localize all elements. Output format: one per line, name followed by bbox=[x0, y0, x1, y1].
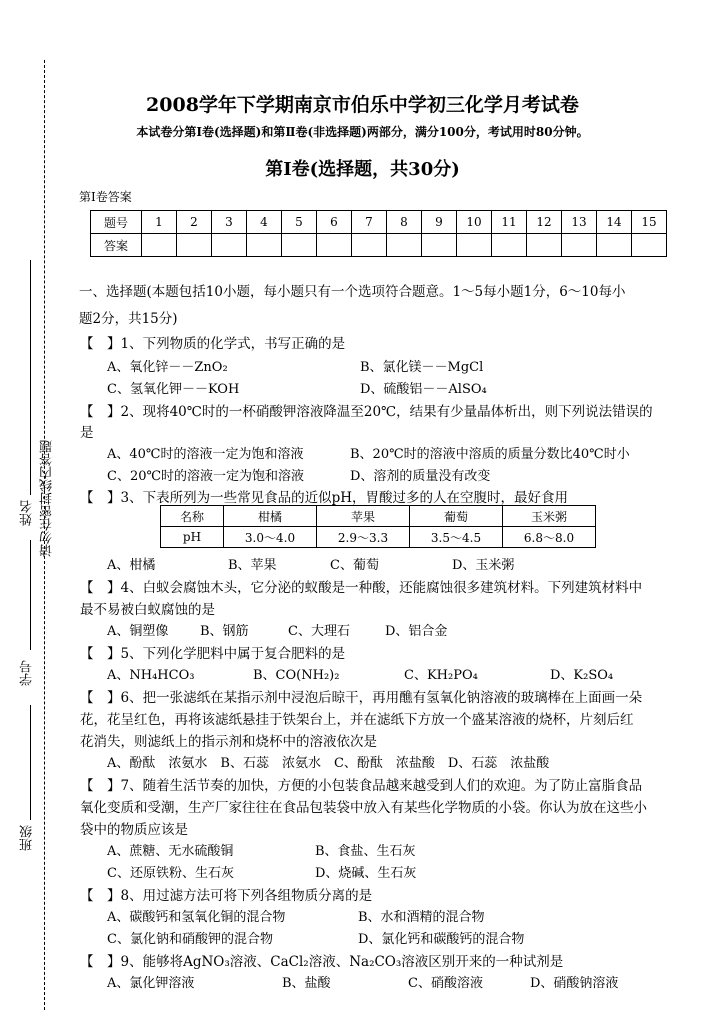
grid-number: 2 bbox=[177, 211, 212, 234]
grid-number: 10 bbox=[457, 211, 492, 234]
q1-stem: 【 】1、下列物质的化学式，书写正确的是 bbox=[80, 336, 346, 352]
answer-key-label: 第Ⅰ卷答案 bbox=[79, 190, 132, 204]
answer-cell[interactable] bbox=[387, 234, 422, 257]
ph-cell: pH bbox=[161, 527, 224, 548]
q5-option-a[interactable]: A、NH₄HCO₃ bbox=[107, 668, 195, 683]
class-label: 班级 bbox=[20, 825, 35, 851]
q6-stem-line2: 花，花呈红色，再将该滤纸悬挂于铁架台上，并在滤纸下方放一个盛某溶液的烧杯，片刻后红 bbox=[80, 712, 634, 728]
part1-heading-line1: 一、选择题(本题包括10小题，每小题只有一个选项符合题意。1～5每小题1分，6～10每小 bbox=[79, 284, 626, 300]
part1-heading-line2: 题2分，共15分) bbox=[79, 311, 178, 327]
q2-option-a[interactable]: A、40℃时的溶液一定为饱和溶液 bbox=[107, 447, 304, 462]
section-title: 第Ⅰ卷(选择题，共30分) bbox=[265, 159, 460, 180]
q5-stem: 【 】5、下列化学肥料中属于复合肥料的是 bbox=[80, 646, 346, 662]
grid-number: 4 bbox=[247, 211, 282, 234]
q9-option-a[interactable]: A、氯化钾溶液 bbox=[107, 976, 195, 991]
answer-cell[interactable] bbox=[282, 234, 317, 257]
answer-cell[interactable] bbox=[212, 234, 247, 257]
q3-option-a[interactable]: A、柑橘 bbox=[107, 558, 156, 573]
q1-option-d[interactable]: D、硫酸铝－－AlSO₄ bbox=[360, 382, 487, 397]
answer-cell[interactable] bbox=[352, 234, 387, 257]
name-underline bbox=[30, 260, 31, 495]
q2-stem-line2: 是 bbox=[80, 425, 94, 441]
q5-option-b[interactable]: B、CO(NH₂)₂ bbox=[253, 668, 340, 683]
q9-option-c[interactable]: C、硝酸溶液 bbox=[408, 976, 483, 991]
q1-option-a[interactable]: A、氧化锌－－ZnO₂ bbox=[107, 360, 228, 375]
q5-option-c[interactable]: C、KH₂PO₄ bbox=[404, 668, 478, 683]
ph-header-cell: 柑橘 bbox=[224, 506, 317, 527]
answer-cell[interactable] bbox=[492, 234, 527, 257]
q2-option-b[interactable]: B、20℃时的溶液中溶质的质量分数比40℃时小 bbox=[350, 447, 630, 462]
q4-option-d[interactable]: D、铝合金 bbox=[385, 624, 448, 639]
ph-table bbox=[160, 505, 596, 548]
q8-stem: 【 】8、用过滤方法可将下列各组物质分离的是 bbox=[80, 888, 373, 904]
q7-stem-line3: 袋中的物质应该是 bbox=[80, 822, 188, 838]
q7-option-b[interactable]: B、食盐、生石灰 bbox=[315, 844, 416, 859]
ph-table-row bbox=[161, 527, 596, 548]
answer-cell[interactable] bbox=[597, 234, 632, 257]
q9-option-d[interactable]: D、硝酸钠溶液 bbox=[530, 976, 619, 991]
row-label-number: 题号 bbox=[91, 211, 142, 234]
ph-header-cell: 葡萄 bbox=[410, 506, 503, 527]
q5-option-d[interactable]: D、K₂SO₄ bbox=[550, 668, 614, 683]
q1-option-b[interactable]: B、氯化镁－－MgCl bbox=[360, 360, 484, 375]
q7-option-c[interactable]: C、还原铁粉、生石灰 bbox=[107, 866, 234, 881]
q4-stem-line2: 最不易被白蚁腐蚀的是 bbox=[80, 602, 215, 618]
grid-number: 13 bbox=[562, 211, 597, 234]
q8-option-b[interactable]: B、水和酒精的混合物 bbox=[358, 910, 485, 925]
seal-instruction: 请勿在密封线内答题 bbox=[40, 440, 55, 557]
q8-option-d[interactable]: D、氯化钙和碳酸钙的混合物 bbox=[358, 932, 525, 947]
q4-option-a[interactable]: A、铜塑像 bbox=[107, 624, 169, 639]
grid-number: 8 bbox=[387, 211, 422, 234]
row-label-answer: 答案 bbox=[91, 234, 142, 257]
grid-number: 1 bbox=[142, 211, 177, 234]
q7-option-d[interactable]: D、烧碱、生石灰 bbox=[315, 866, 417, 881]
grid-number: 15 bbox=[632, 211, 667, 234]
exam-title: 2008学年下学期南京市伯乐中学初三化学月考试卷 bbox=[146, 94, 579, 116]
grid-number: 14 bbox=[597, 211, 632, 234]
name-label: 姓名 bbox=[20, 500, 35, 526]
grid-number: 12 bbox=[527, 211, 562, 234]
q3-option-b[interactable]: B、苹果 bbox=[228, 558, 277, 573]
q8-option-a[interactable]: A、碳酸钙和氢氧化铜的混合物 bbox=[107, 910, 286, 925]
ph-header-cell: 名称 bbox=[161, 506, 224, 527]
ph-cell: 3.5～4.5 bbox=[410, 527, 503, 548]
q4-option-c[interactable]: C、大理石 bbox=[288, 624, 350, 639]
q7-option-a[interactable]: A、蔗糖、无水硫酸铜 bbox=[107, 844, 234, 859]
q8-option-c[interactable]: C、氯化钠和硝酸钾的混合物 bbox=[107, 932, 273, 947]
answer-cell[interactable] bbox=[177, 234, 212, 257]
answer-cell[interactable] bbox=[527, 234, 562, 257]
q6-options[interactable]: A、酚酞 浓氨水 B、石蕊 浓氨水 C、酚酞 浓盐酸 D、石蕊 浓盐酸 bbox=[107, 756, 550, 771]
grid-number: 11 bbox=[492, 211, 527, 234]
answer-row bbox=[91, 234, 667, 257]
question-number-row bbox=[91, 211, 667, 234]
ph-table-header bbox=[161, 506, 596, 527]
ph-header-cell: 苹果 bbox=[317, 506, 410, 527]
grid-number: 5 bbox=[282, 211, 317, 234]
answer-cell[interactable] bbox=[142, 234, 177, 257]
q2-option-c[interactable]: C、20℃时的溶液一定为饱和溶液 bbox=[107, 469, 305, 484]
class-underline bbox=[30, 705, 31, 820]
ph-cell: 6.8～8.0 bbox=[503, 527, 596, 548]
q6-stem-line1: 【 】6、把一张滤纸在某指示剂中浸泡后晾干，再用醮有氢氧化钠溶液的玻璃棒在上面画一朵 bbox=[80, 690, 643, 706]
q4-option-b[interactable]: B、钢筋 bbox=[200, 624, 249, 639]
answer-cell[interactable] bbox=[247, 234, 282, 257]
id-underline bbox=[30, 540, 31, 650]
answer-grid bbox=[90, 210, 667, 257]
q7-stem-line1: 【 】7、随着生活节奏的加快，方便的小包装食品越来越受到人们的欢迎。为了防止富脂食品 bbox=[80, 778, 643, 794]
q1-option-c[interactable]: C、氢氧化钾－－KOH bbox=[107, 382, 240, 397]
q9-stem: 【 】9、能够将AgNO₃溶液、CaCl₂溶液、Na₂CO₃溶液区别开来的一种试剂是 bbox=[80, 954, 564, 970]
answer-cell[interactable] bbox=[457, 234, 492, 257]
answer-cell[interactable] bbox=[317, 234, 352, 257]
grid-number: 9 bbox=[422, 211, 457, 234]
grid-number: 3 bbox=[212, 211, 247, 234]
answer-cell[interactable] bbox=[632, 234, 667, 257]
student-id-label: 学号 bbox=[20, 660, 35, 686]
q2-option-d[interactable]: D、溶剂的质量没有改变 bbox=[350, 469, 491, 484]
ph-header-cell: 玉米粥 bbox=[503, 506, 596, 527]
grid-number: 7 bbox=[352, 211, 387, 234]
answer-cell[interactable] bbox=[422, 234, 457, 257]
answer-cell[interactable] bbox=[562, 234, 597, 257]
ph-cell: 3.0～4.0 bbox=[224, 527, 317, 548]
q3-option-d[interactable]: D、玉米粥 bbox=[452, 558, 515, 573]
exam-subtitle: 本试卷分第Ⅰ卷(选择题)和第Ⅱ卷(非选择题)两部分，满分100分，考试用时80分钟。 bbox=[136, 125, 589, 139]
q7-stem-line2: 氧化变质和受潮，生产厂家往往在食品包装袋中放入有某些化学物质的小袋。你认为放在这些小 bbox=[80, 800, 647, 816]
q6-stem-line3: 花消失，则滤纸上的指示剂和烧杯中的溶液依次是 bbox=[80, 734, 377, 750]
q4-stem-line1: 【 】4、白蚁会腐蚀木头，它分泌的蚁酸是一种酸，还能腐蚀很多建筑材料。下列建筑材料中 bbox=[80, 580, 643, 596]
q3-option-c[interactable]: C、葡萄 bbox=[330, 558, 379, 573]
ph-cell: 2.9～3.3 bbox=[317, 527, 410, 548]
q9-option-b[interactable]: B、盐酸 bbox=[282, 976, 331, 991]
q3-stem: 【 】3、下表所列为一些常见食品的近似pH，胃酸过多的人在空腹时，最好食用 bbox=[80, 490, 569, 506]
q2-stem-line1: 【 】2、现将40℃时的一杯硝酸钾溶液降温至20℃，结果有少量晶体析出，则下列说法错误的 bbox=[80, 404, 653, 420]
grid-number: 6 bbox=[317, 211, 352, 234]
